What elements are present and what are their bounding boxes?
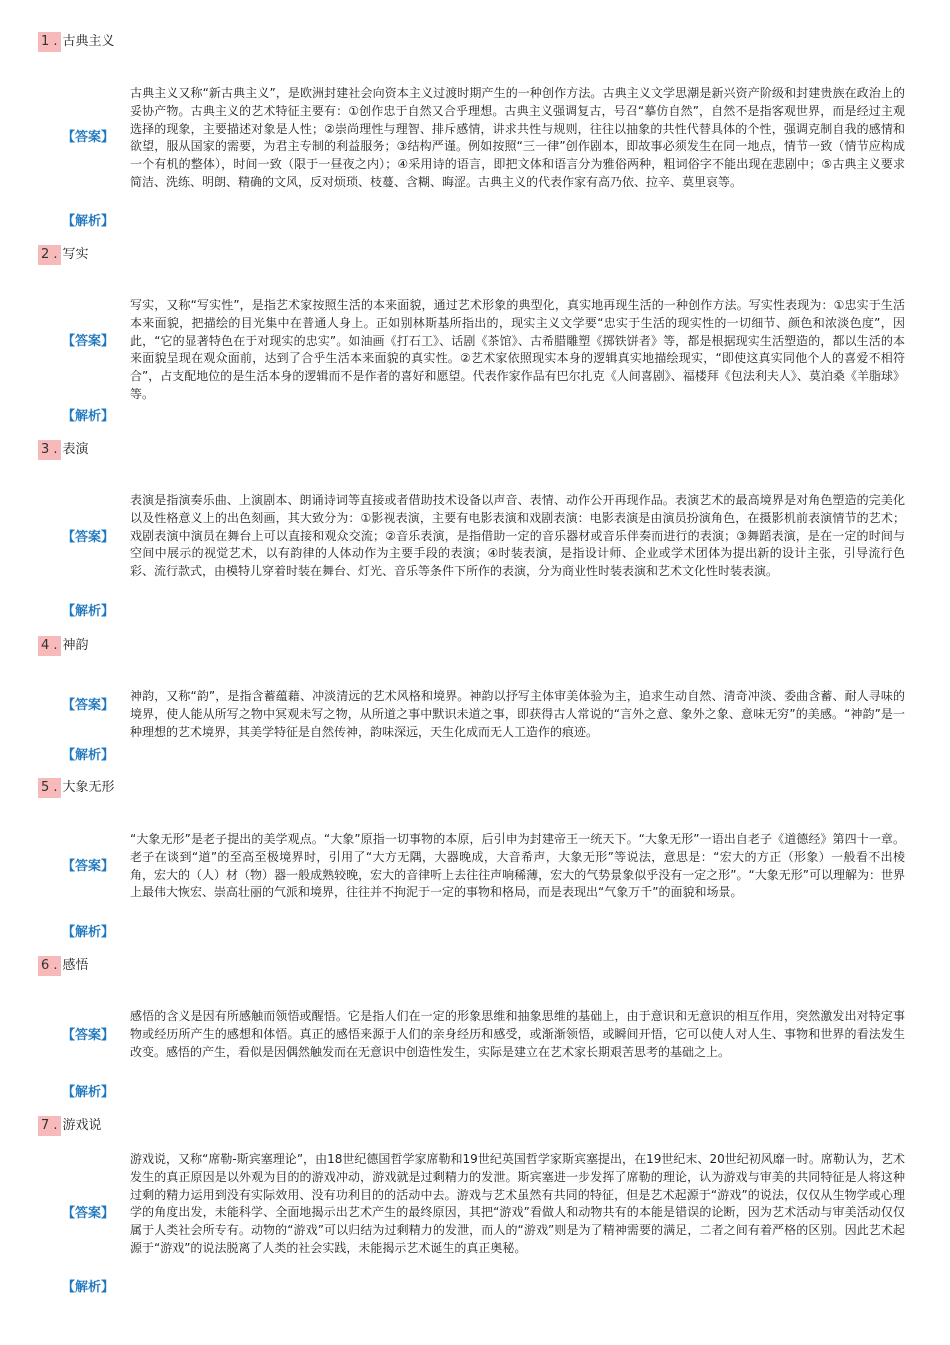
question-title: 游戏说	[62, 1118, 102, 1133]
answer-text: 神韵，又称“韵”，是指含蓄蕴藉、冲淡清远的艺术风格和境界。神韵以抒写主体审美体验为主，追求生动自然、清奇冲淡、委曲含蓄、耐人寻味的境界，使人能从所写之物中冥观未写之物，从所道之事中默识未道之事，即获得古人常说的“言外之意、象外之象、意味无穷”的美感。“神韵”是一种理想的艺术境界，其美学特征是自然传神，韵味深远，天生化成而无人工造作的痕迹。	[130, 689, 905, 739]
analysis-label: 【解析】	[62, 409, 115, 424]
question-heading	[38, 440, 89, 460]
analysis-label: 【解析】	[62, 1085, 115, 1100]
question-number: 3 .	[38, 440, 61, 460]
answer-label: 【答案】	[62, 859, 115, 874]
question-heading	[38, 636, 89, 656]
question-title: 古典主义	[62, 34, 115, 49]
answer-text: 表演是指演奏乐曲、上演剧本、朗诵诗词等直接或者借助技术设备以声音、表情、动作公开再现作品。表演艺术的最高境界是对角色塑造的完美化以及性格意义上的出色刻画，其大致分为：①影视表演，主要有电影表演和戏剧表演：电影表演是由演员扮演角色，在摄影机前表演情节的艺术；戏剧表演中演员在舞台上可以直接和观众交流；②音乐表演，是指借助一定的音乐器材或音乐伴奏而进行的表演；③舞蹈表演，是在一定的时间与空间中展示的视觉艺术，以有韵律的人体动作为主要手段的表演；④时装表演，是指设计师、企业或学术团体为提出新的设计主张，引导流行色彩、流行款式，由模特儿穿着时装在舞台、灯光、音乐等条件下所作的表演，分为商业性时装表演和艺术文化性时装表演。	[130, 493, 905, 579]
answer-label: 【答案】	[62, 698, 115, 713]
answer-text: 古典主义又称“新古典主义”，是欧洲封建社会向资本主义过渡时期产生的一种创作方法。古典主义文学思潮是新兴资产阶级和封建贵族在政治上的妥协产物。古典主义的艺术特征主要有：①创作忠于自然又合乎理想。古典主义强调复古，号召“摹仿自然”，自然不是指客观世界，而是经过主观选择的现象，主要描述对象是人性；②崇尚理性与理智、排斥感情，讲求共性与规则，往往以抽象的共性代替具体的个性，强调克制自我的感情和欲望，服从国家的需要，为君主专制的利益服务；③结构严谨。例如按照“三一律”创作剧本，即故事必须发生在同一地点，情节一致（情节应构成一个有机的整体），时间一致（限于一昼夜之内）；④采用诗的语言，即把文体和语言分为雅俗两种，粗词俗字不能出现在悲剧中；⑤古典主义要求简洁、洗练、明朗、精确的文风，反对烦琐、枝蔓、含糊、晦涩。古典主义的代表作家有高乃依、拉辛、莫里哀等。	[130, 86, 905, 189]
analysis-label: 【解析】	[62, 214, 115, 229]
answer-text: 感悟的含义是因有所感触而领悟或醒悟。它是指人们在一定的形象思维和抽象思维的基础上，由于意识和无意识的相互作用，突然激发出对特定事物或经历所产生的感想和体悟。真正的感悟来源于人们的亲身经历和感受，或渐渐领悟，或瞬间开悟，它可以使人对人生、事物和世界的看法发生改变。感悟的产生，看似是因偶然触发而在无意识中创造性发生，实际是建立在艺术家长期艰苦思考的基础之上。	[130, 1009, 905, 1059]
question-heading	[38, 778, 115, 798]
question-heading	[38, 956, 89, 976]
analysis-label: 【解析】	[62, 1280, 115, 1295]
analysis-label: 【解析】	[62, 748, 115, 763]
question-title: 表演	[62, 442, 89, 457]
question-number: 4 .	[38, 636, 61, 656]
question-title: 大象无形	[62, 780, 115, 795]
question-number: 6 .	[38, 956, 61, 976]
question-title: 感悟	[62, 958, 89, 973]
analysis-label: 【解析】	[62, 925, 115, 940]
question-number: 2 .	[38, 245, 61, 265]
answer-label: 【答案】	[62, 1206, 115, 1221]
question-number: 5 .	[38, 778, 61, 798]
question-heading	[38, 1116, 102, 1136]
question-title: 神韵	[62, 638, 89, 653]
question-number: 7 .	[38, 1116, 61, 1136]
analysis-label: 【解析】	[62, 604, 115, 619]
answer-label: 【答案】	[62, 334, 115, 349]
answer-label: 【答案】	[62, 130, 115, 145]
question-heading	[38, 245, 89, 265]
question-heading	[38, 32, 115, 52]
answer-text: 游戏说，又称“席勒-斯宾塞理论”，由18世纪德国哲学家席勒和19世纪英国哲学家斯宾塞提出，在19世纪末、20世纪初风靡一时。席勒认为，艺术发生的真正原因是以外观为目的的游戏冲动，游戏就是过剩精力的发泄。斯宾塞进一步发挥了席勒的理论，认为游戏与审美的共同特征是人将这种过剩的精力运用到没有实际效用、没有功利目的的活动中去。游戏与艺术虽然有共同的特征，但是艺术起源于“游戏”的说法，仅仅从生物学或心理学的角度出发，未能科学、全面地揭示出艺术产生的最终原因，其把“游戏”看做人和动物共有的本能是错误的论断，因为艺术活动与审美活动仅仅属于人类社会所专有。动物的“游戏”可以归结为过剩精力的发泄，而人的“游戏”则是为了精神需要的满足，二者之间有着严格的区别。因此艺术起源于“游戏”的说法脱离了人类的社会实践，未能揭示艺术诞生的真正奥秘。	[130, 1152, 905, 1255]
answer-label: 【答案】	[62, 530, 115, 545]
answer-text: 写实，又称“写实性”，是指艺术家按照生活的本来面貌，通过艺术形象的典型化，真实地再现生活的一种创作方法。写实性表现为：①忠实于生活本来面貌，把描绘的目光集中在普通人身上。正如别林斯基所指出的，现实主义文学要“忠实于生活的现实性的一切细节、颜色和浓淡色度”，因此，“它的显著特色在于对现实的忠实”。如油画《打石工》、话剧《茶馆》、古希腊雕塑《掷铁饼者》等，都是根据现实生活塑造的，都以生活的本来面貌呈现在观众面前，达到了合乎生活本来面貌的真实性。②艺术家依照现实本身的逻辑真实地描绘现实，“即使这真实同他个人的喜爱不相符合”，占支配地位的是生活本身的逻辑而不是作者的喜好和愿望。代表作家作品有巴尔扎克《人间喜剧》、福楼拜《包法利夫人》、莫泊桑《羊脂球》等。	[130, 298, 905, 401]
answer-label: 【答案】	[62, 1028, 115, 1043]
question-title: 写实	[62, 247, 89, 262]
answer-text: “大象无形”是老子提出的美学观点。“大象”原指一切事物的本原，后引申为封建帝王一统天下。“大象无形”一语出自老子《道德经》第四十一章。老子在谈到“道”的至高至极境界时，引用了“大方无隅，大器晚成，大音希声，大象无形”等说法，意思是：“宏大的方正（形象）一般看不出棱角，宏大的（人）材（物）器一般成熟较晚，宏大的音律听上去往往声响稀薄，宏大的气势景象似乎没有一定之形”。“大象无形”可以理解为：世界上最伟大恢宏、崇高壮丽的气派和境界，往往并不拘泥于一定的事物和格局，而是表现出“气象万千”的面貌和场景。	[130, 832, 905, 900]
question-number: 1 .	[38, 32, 61, 52]
